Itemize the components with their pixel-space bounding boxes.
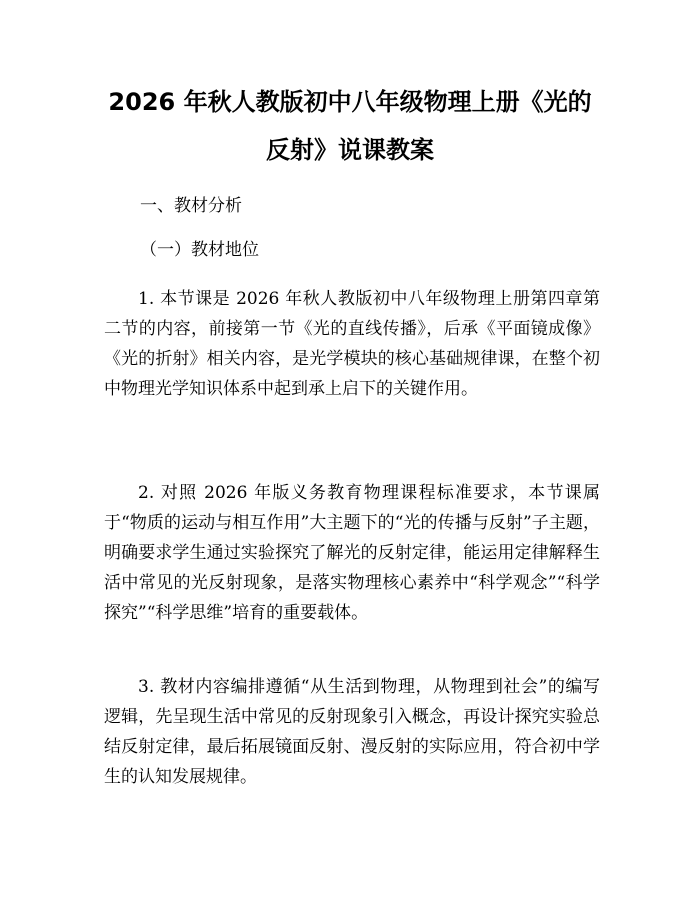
paragraph-1: 1. 本节课是 2026 年秋人教版初中八年级物理上册第四章第二节的内容，前接第一节《光的直线传播》，后承《平面镜成像》《光的折射》相关内容，是光学模块的核心基础规律课，在整个初中物理光学知识体系中起到承上启下的关键作用。 (104, 289, 600, 399)
paragraph-2: 2. 对照 2026 年版义务教育物理课程标准要求，本节课属于“物质的运动与相互作用”大主题下的“光的传播与反射”子主题，明确要求学生通过实验探究了解光的反射定律，能运用定律解释生活中常见的光反射现象，是落实物理核心素养中“科学观念”“科学探究”“科学思维”培育的重要载体。 (104, 483, 600, 623)
paragraph-3: 3. 教材内容编排遵循“从生活到物理，从物理到社会”的编写逻辑，先呈现生活中常见的反射现象引入概念，再设计探究实验总结反射定律，最后拓展镜面反射、漫反射的实际应用，符合初中学生的认知发展规律。 (104, 677, 600, 787)
section-heading-textbook-analysis: 一、教材分析 (140, 196, 242, 216)
subsection-heading-textbook-position: （一）教材地位 (140, 240, 259, 260)
document-title-line-1: 2026 年秋人教版初中八年级物理上册《光的 (108, 88, 592, 116)
document-title-line-2: 反射》说课教案 (266, 136, 434, 164)
